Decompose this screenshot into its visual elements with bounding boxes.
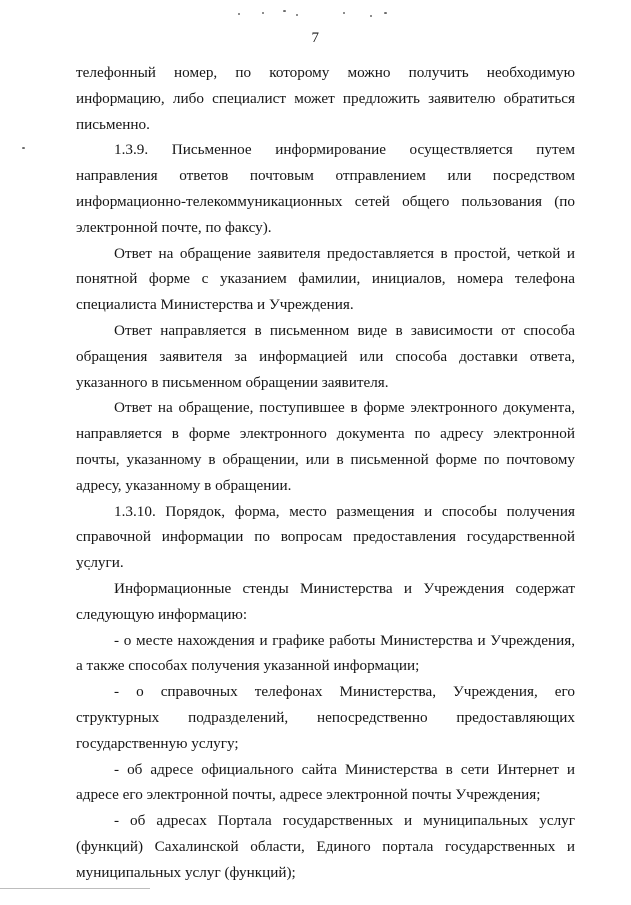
scan-speck bbox=[22, 147, 25, 149]
paragraph-info-stands: Информационные стенды Министерства и Учреждения содержат следующую информацию: bbox=[76, 579, 575, 623]
document-body bbox=[76, 60, 575, 886]
scan-speck bbox=[370, 15, 372, 17]
scan-speck bbox=[296, 14, 298, 16]
paragraph-continuation: телефонный номер, по которому можно получить необходимую информацию, либо специалист может предложить заявителю обратиться письменно. bbox=[76, 64, 575, 133]
scan-speck bbox=[384, 12, 387, 14]
scan-edge-line bbox=[0, 888, 150, 889]
paragraph-answer-electronic: Ответ на обращение, поступившее в форме электронного документа, направляется в форме электронного документа по адресу электронной почты, указанному в обращении, или в письменной форме по почтовому адресу, указанному в обращении. bbox=[76, 399, 575, 494]
scan-speck bbox=[262, 12, 264, 14]
scan-speck bbox=[238, 13, 240, 15]
scan-speck bbox=[283, 10, 286, 12]
paragraph-answer-written: Ответ направляется в письменном виде в зависимости от способа обращения заявителя за информацией или способа доставки ответа, указанного в письменном обращении заявителя. bbox=[76, 321, 575, 391]
paragraph-1-3-9: 1.3.9. Письменное информирование осуществляется путем направления ответов почтовым отправлением или посредством информационно-телекоммуникационных сетей общего пользования (по электронной почте, по факсу). bbox=[76, 141, 575, 236]
list-item-website: - об адресе официального сайта Министерства в сети Интернет и адресе его электронной почты, адресе электронной почты Учреждения; bbox=[76, 760, 575, 804]
paragraph-answer-form: Ответ на обращение заявителя предоставляется в простой, четкой и понятной форме с указанием фамилии, инициалов, номера телефона специалиста Министерства и Учреждения. bbox=[76, 244, 575, 314]
scan-speck bbox=[343, 12, 345, 14]
list-item-phones: - о справочных телефонах Министерства, Учреждения, его структурных подразделений, непосредственно предоставляющих государственную услугу; bbox=[76, 683, 575, 752]
list-item-portals: - об адресах Портала государственных и муниципальных услуг (функций) Сахалинской области, Единого портала государственных и муниципальных услуг (функций); bbox=[76, 812, 575, 881]
list-item-location: - о месте нахождения и графике работы Министерства и Учреждения, а также способах получения указанной информации; bbox=[76, 631, 575, 675]
paragraph-1-3-10: 1.3.10. Порядок, форма, место размещения и способы получения справочной информации по вопросам предоставления государственной услуги. bbox=[76, 502, 575, 572]
page-number: 7 bbox=[311, 30, 320, 46]
